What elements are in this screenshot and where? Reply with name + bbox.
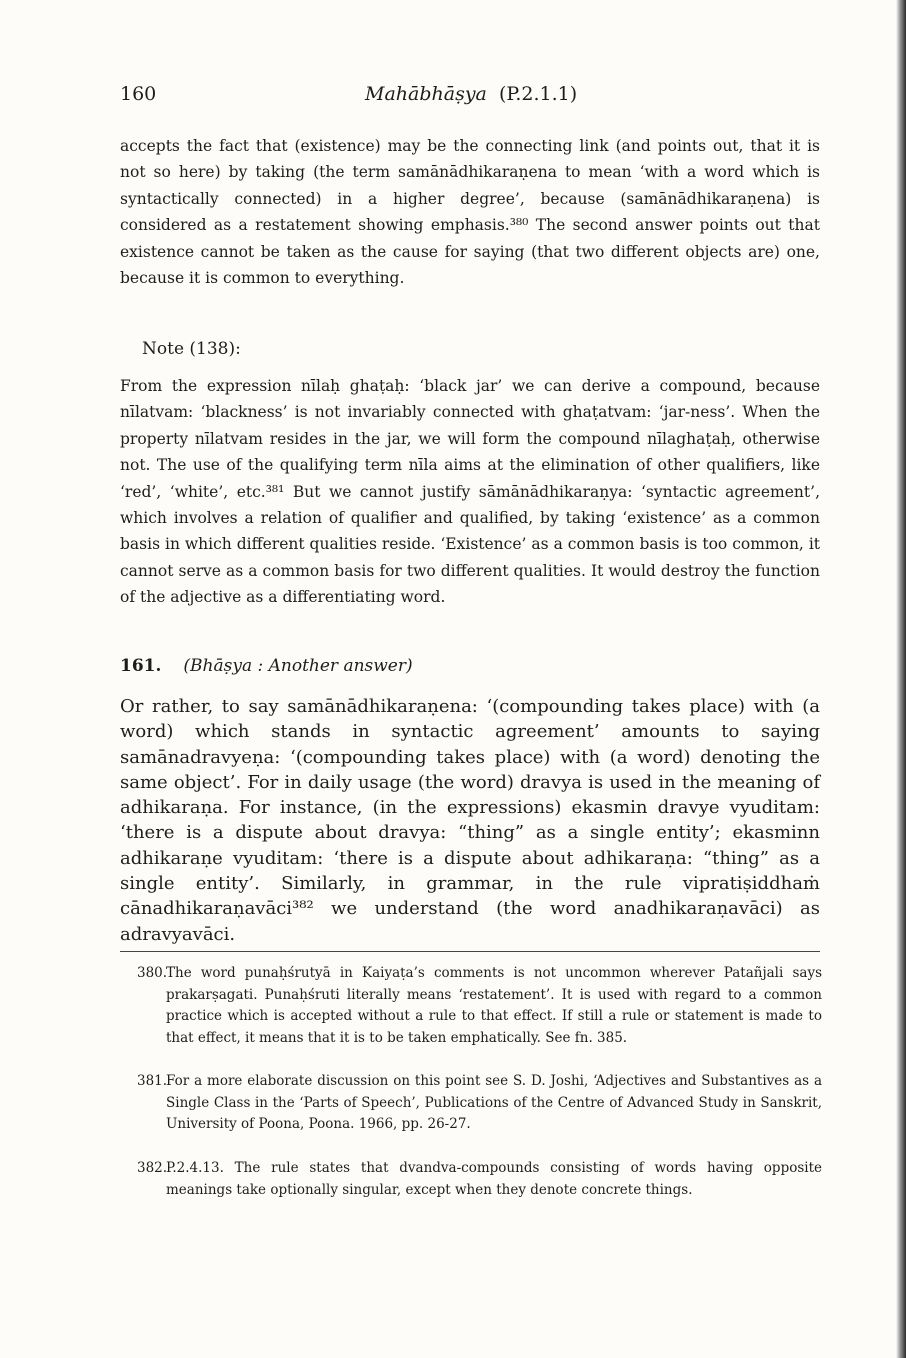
note-paragraph: From the expression nīlaḥ ghaṭaḥ: ‘black jar’ we can derive a compound, because nīlatvam: ‘blackness’ is not invariably connected with ghaṭatvam: ‘jar-ness’. When the property nīlatvam resides in the jar, we will form the compound nīlaghaṭaḥ, otherwise not. The use of the qualifying term nīla aims at the elimination of other qualifiers, like ‘red’, ‘white’, etc.³⁸¹ But we cannot justify sāmānādhikaraṇya: ‘syntactic agreement’, which involves a relation of qualifier and qualified, by taking ‘existence’ as a common basis in which different qualities reside. ‘Existence’ as a common basis is too common, it cannot serve as a common basis for two different qualities. It would destroy the function of the adjective as a differentiating word. [120, 377, 820, 607]
footnote-text: P.2.4.13. The rule states that dvandva-compounds consisting of words having opposite meanings take optionally singular, except when they denote concrete things. [166, 1160, 822, 1198]
footnote [120, 1158, 822, 1201]
footnote [120, 963, 822, 1049]
note-heading: Note (138): [142, 339, 241, 359]
paragraph-continued: accepts the fact that (existence) may be the connecting link (and points out, that it is not so here) by taking (the term samānādhikaraṇena to mean ‘with a word which is syntactically connected) in a higher degree’, because (samānādhikaraṇena) is considered as a restatement showing emphasis.³⁸⁰ The second answer points out that existence cannot be taken as the cause for saying (that two different objects are) one, because it is common to everything. [120, 137, 820, 288]
footnote-text: For a more elaborate discussion on this point see S. D. Joshi, ‘Adjectives and Substantives as a Single Class in the ‘Parts of Speech’, Publications of the Centre of Advanced Study in Sanskrit, University of Poona, Poona. 1966, pp. 26-27. [166, 1073, 822, 1132]
footnote-text: The word punaḥśrutyā in Kaiyaṭa’s comments is not uncommon wherever Patañjali says prakarṣagati. Punaḥśruti literally means ‘restatement’. It is used with regard to a common practice which is accepted without a rule to that effect. If still a rule or statement is made to that effect, it means that it is to be taken emphatically. See fn. 385. [166, 965, 822, 1046]
footnote-rule [120, 951, 820, 952]
bhasya-paragraph: Or rather, to say samānādhikaraṇena: ‘(compounding takes place) with (a word) which stands in syntactic agreement’ amounts to saying samānadravyeṇa: ‘(compounding takes place) with (a word) denoting the same object’. For in daily usage (the word) dravya is used in the meaning of adhikaraṇa. For instance, (in the expressions) ekasmin dravye vyuditam: ‘there is a dispute about dravya: “thing” as a single entity’; ekasminn adhikaraṇe vyuditam: ‘there is a dispute about adhikaraṇa: “thing” as a single entity’. Similarly, in grammar, in the rule vipratiṣiddhaṁ cānadhikaraṇavāci³⁸² we understand (the word anadhikaraṇavāci) as adravyavāci. [120, 696, 820, 945]
page-number: 160 [120, 83, 157, 105]
footnote-number: 381. [137, 1073, 168, 1089]
section-number: 161. [120, 656, 162, 676]
section-heading [120, 656, 413, 676]
running-title: Mahābhāṣya (P.2.1.1) [365, 83, 578, 105]
running-header [120, 83, 820, 113]
footnote [120, 1071, 822, 1136]
section-label: (Bhāṣya : Another answer) [183, 656, 413, 676]
page-edge [896, 0, 906, 1358]
footnote-number: 380. [137, 965, 168, 981]
footnote-number: 382. [137, 1160, 168, 1176]
